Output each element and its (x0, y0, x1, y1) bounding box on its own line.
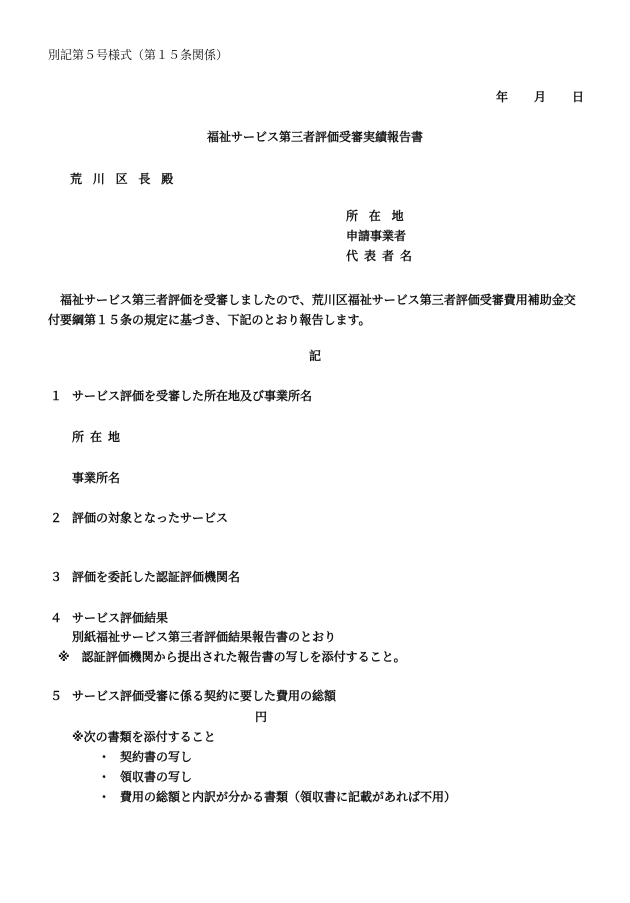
date-line (496, 91, 584, 103)
recipient: 荒川区長殿 (70, 172, 185, 186)
attachment-item-label: 費用の総額と内訳が分かる書類（領収書に記載があれば不用） (120, 790, 457, 804)
section-5-yen-label: 円 (255, 710, 268, 724)
applicant-block (346, 210, 418, 270)
section-4-note: ※ 認証評価機関から提出された報告書の写しを添付すること。 (58, 650, 406, 664)
form-number: 別記第５号様式（第１５条関係） (48, 48, 229, 62)
section-3-number: ３ (50, 570, 63, 584)
section-1-office-label: 事業所名 (72, 471, 121, 485)
bullet-dot: ・ (98, 770, 111, 784)
applicant-address-label: 所在地 (346, 209, 415, 223)
section-2-number: ２ (50, 511, 63, 525)
applicant-representative-label: 代表者名 (346, 249, 419, 263)
document-title: 福祉サービス第三者評価受審実績報告書 (206, 130, 423, 144)
section-1-location-label: 所在地 (72, 430, 127, 444)
attachment-item-label: 領収書の写し (120, 770, 193, 784)
body-line-1: 福祉サービス第三者評価を受審しましたので、荒川区福祉サービス第三者評価受審費用補助金交 (60, 293, 576, 307)
applicant-label: 申請事業者 (346, 229, 407, 243)
date-year-label: 年 (495, 90, 508, 104)
bullet-dot: ・ (98, 750, 111, 764)
section-4-number: ４ (50, 611, 63, 625)
bullet-dot: ・ (98, 790, 111, 804)
section-1-number: １ (50, 389, 63, 403)
body-line-2: 付要綱第１５条の規定に基づき、下記のとおり報告します。 (48, 313, 371, 327)
section-3-heading: 評価を委託した認証評価機関名 (72, 570, 241, 584)
section-4-heading: サービス評価結果 (72, 611, 169, 625)
section-2-heading: 評価の対象となったサービス (72, 511, 229, 525)
section-4-result-line: 別紙福祉サービス第三者評価結果報告書のとおり (72, 630, 337, 644)
date-day-label: 日 (571, 90, 584, 104)
attachment-item-receipt (98, 771, 192, 783)
section-1-heading: サービス評価を受審した所在地及び事業所名 (72, 389, 313, 403)
attachment-item-contract (98, 751, 192, 763)
ki-heading: 記 (308, 349, 321, 363)
section-5-attach-note: ※次の書類を添付すること (72, 730, 216, 744)
section-5-heading: サービス評価受審に係る契約に要した費用の総額 (72, 689, 337, 703)
attachment-item-label: 契約書の写し (120, 750, 193, 764)
section-5-number: ５ (50, 689, 63, 703)
body-text (48, 290, 588, 330)
attachment-item-breakdown (98, 791, 456, 803)
date-month-label: 月 (533, 90, 546, 104)
